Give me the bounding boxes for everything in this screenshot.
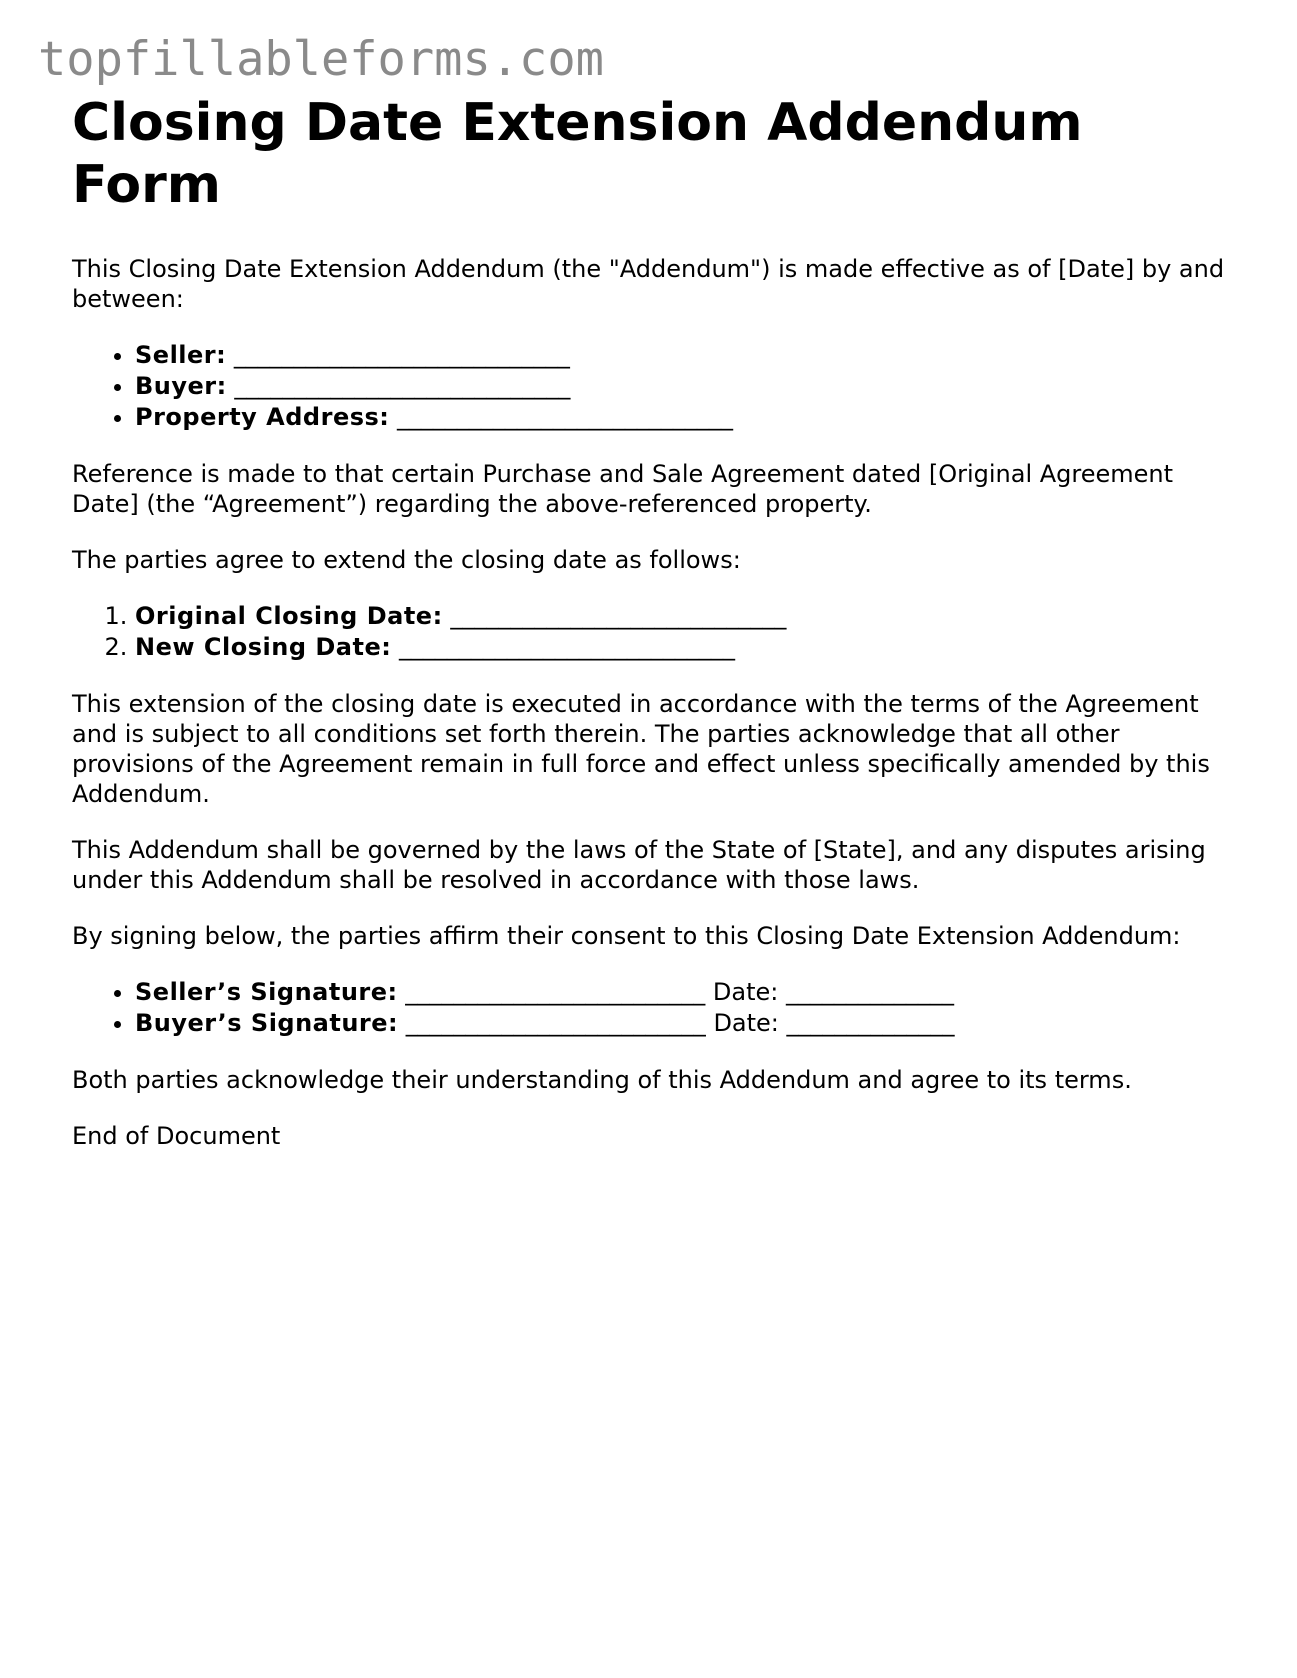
field-label: Buyer: <box>135 372 227 400</box>
field-label: Original Closing Date: <box>135 602 443 630</box>
field-label: Seller: <box>135 341 227 369</box>
watermark: topfillableforms.com <box>38 32 604 87</box>
buyer-blank[interactable]: ____________________________ <box>234 372 571 400</box>
governing-law-paragraph: This Addendum shall be governed by the laws of the State of [State], and any disputes arising under this Addendum shall be resolved in accordance with those laws. <box>72 836 1206 894</box>
seller-date-blank[interactable]: ______________ <box>786 978 955 1006</box>
field-label: New Closing Date: <box>135 633 392 661</box>
seller-blank[interactable]: ____________________________ <box>233 341 570 369</box>
buyer-signature-blank[interactable]: _________________________ <box>405 1009 706 1037</box>
date-label: Date: <box>712 978 779 1006</box>
extend-intro: The parties agree to extend the closing date as follows: <box>72 546 741 574</box>
buyer-date-blank[interactable]: ______________ <box>786 1009 955 1037</box>
intro-paragraph: This Closing Date Extension Addendum (the "Addendum") is made effective as of [Date] by and between: <box>72 255 1225 313</box>
list-item <box>135 1008 1232 1039</box>
document <box>72 92 1232 1177</box>
list-item <box>135 371 1232 402</box>
end-of-document: End of Document <box>72 1122 281 1150</box>
dates-list <box>72 601 1232 663</box>
list-item <box>135 340 1232 371</box>
list-item <box>135 601 1232 632</box>
extension-terms-paragraph: This extension of the closing date is executed in accordance with the terms of the Agreement and is subject to all conditions set forth therein. The parties acknowledge that all other provisions of the Agreement remain in full force and effect unless specifically amended by this Addendum. <box>72 690 1210 808</box>
signing-intro: By signing below, the parties affirm their consent to this Closing Date Extension Addendum: <box>72 922 1181 950</box>
reference-paragraph: Reference is made to that certain Purchase and Sale Agreement dated [Original Agreement Date] (the “Agreement”) regarding the above-referenced property. <box>72 460 1174 518</box>
parties-list <box>72 340 1232 433</box>
signatures-list <box>72 977 1232 1039</box>
original-closing-date-blank[interactable]: ____________________________ <box>450 602 787 630</box>
acknowledgement-paragraph: Both parties acknowledge their understanding of this Addendum and agree to its terms. <box>72 1066 1132 1094</box>
property-address-blank[interactable]: ____________________________ <box>397 403 734 431</box>
list-item <box>135 977 1232 1008</box>
new-closing-date-blank[interactable]: ____________________________ <box>398 633 735 661</box>
list-item <box>135 632 1232 663</box>
date-label: Date: <box>713 1009 779 1037</box>
seller-signature-blank[interactable]: _________________________ <box>405 978 706 1006</box>
page-title: Closing Date Extension Addendum Form <box>72 93 1083 215</box>
list-item <box>135 402 1232 433</box>
field-label: Seller’s Signature: <box>135 978 398 1006</box>
field-label: Buyer’s Signature: <box>135 1009 399 1037</box>
field-label: Property Address: <box>135 403 390 431</box>
